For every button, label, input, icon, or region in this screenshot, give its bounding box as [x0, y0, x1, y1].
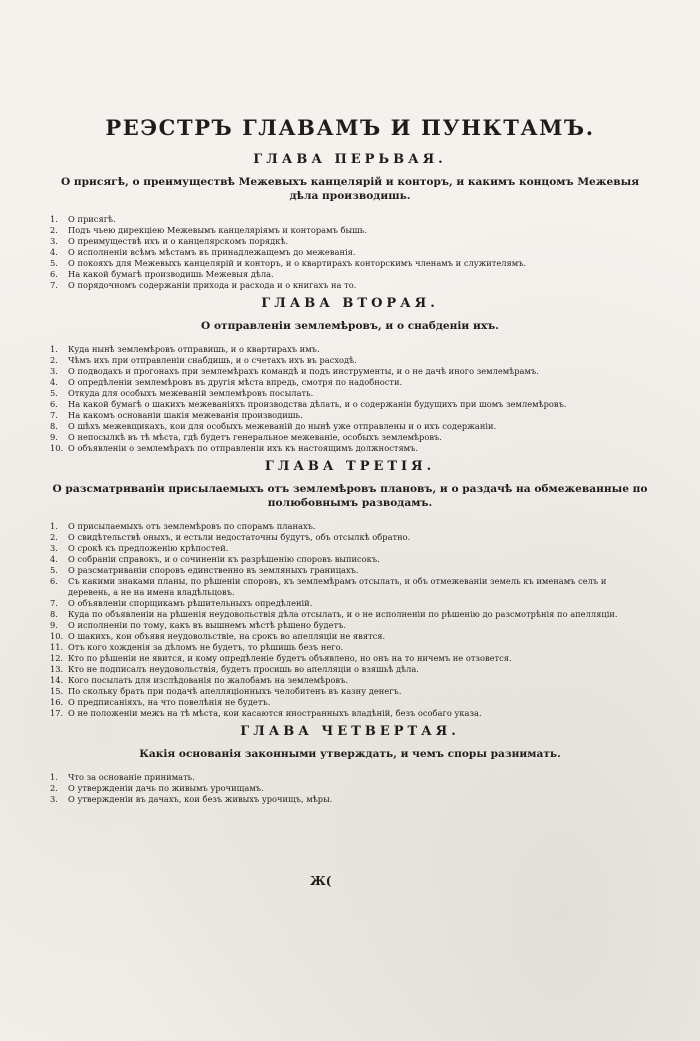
list-item	[50, 794, 650, 805]
item-number: 3.	[50, 366, 58, 376]
item-text: О утвержденiи дачь по живымъ урочищамъ.	[68, 783, 264, 793]
item-number: 2.	[50, 532, 58, 542]
item-number: 14.	[50, 675, 64, 685]
item-number: 3.	[50, 543, 58, 553]
list-item	[50, 642, 650, 653]
item-number: 1.	[50, 214, 58, 224]
item-number: 7.	[50, 410, 58, 420]
list-item	[50, 609, 650, 620]
item-number: 15.	[50, 686, 64, 696]
item-number: 4.	[50, 247, 58, 257]
item-text: Отъ кого хожденiя за дѣломъ не будетъ, то рѣшишь безъ него.	[68, 642, 344, 652]
item-text: О покояхъ для Межевыхъ канцелярiй и конторъ, и о квартирахъ конторскимъ членамъ и служителямъ.	[68, 258, 527, 268]
item-text: О подводахъ и прогонахъ при землемѣрахъ командѣ и подъ инструменты, и о не дачѣ иного землемѣрамъ.	[68, 366, 539, 376]
item-text: О разсматриванiи споровъ единственно въ земляныхъ границахъ.	[68, 565, 359, 575]
item-number: 2.	[50, 225, 58, 235]
list-item	[50, 225, 650, 236]
chapter-section	[50, 295, 650, 454]
item-text: О преимуществѣ ихъ и о канцелярскомъ порядкѣ.	[68, 236, 289, 246]
item-text: О объявленiи о землемѣрахъ по отправленiи ихъ къ настоящимъ должностямъ.	[68, 443, 419, 453]
item-text: По скольку брать при подачѣ апелляцiонныхъ челобитенъ въ казну денегъ.	[68, 686, 402, 696]
item-text: О утвержденiи въ дачахъ, кои безъ живыхъ урочищъ, мѣры.	[68, 794, 333, 804]
chapter-subtitle: О присягѣ, о преимуществѣ Межевыхъ канцелярiй и конторъ, и какимъ концомъ Межевыя дѣла производишь.	[60, 176, 640, 202]
list-item	[50, 697, 650, 708]
item-text: Откуда для особыхъ межеванiй землемѣровъ посылать.	[68, 388, 314, 398]
item-number: 6.	[50, 399, 58, 409]
item-text: Куда по объявленiи на рѣшенiя неудовольствiя дѣла отсылать, и о не исполненiи по рѣшенiю до разсмотрѣнiя по апелляцiи.	[68, 609, 618, 619]
list-item	[50, 214, 650, 225]
item-text: О порядочномъ содержанiи прихода и расхода и о книгахъ на то.	[68, 280, 357, 290]
item-text: Куда нынѣ землемѣровъ отправишь, и о квартирахъ имъ.	[68, 344, 320, 354]
list-item	[50, 432, 650, 443]
chapter-subtitle: О разсматриванiи присылаемыхъ отъ землемѣровъ плановъ, и о раздачѣ на обмежеванные по полюбовнымъ разводамъ.	[52, 483, 648, 509]
register-content	[50, 115, 650, 807]
chapter-section	[50, 723, 650, 805]
list-item	[50, 783, 650, 794]
item-text: О исполненiи по тому, какъ въ вышнемъ мѣстѣ рѣшено будетъ.	[68, 620, 347, 630]
item-number: 1.	[50, 772, 58, 782]
list-item	[50, 410, 650, 421]
list-item	[50, 664, 650, 675]
list-item	[50, 344, 650, 355]
chapter-items-list	[50, 772, 650, 805]
list-item	[50, 620, 650, 631]
list-item	[50, 565, 650, 576]
item-text: Кто по рѣшенiи не явится, и кому опредѣленiе будетъ объявлено, но онъ на то ничемъ не отзовется.	[68, 653, 512, 663]
list-item	[50, 236, 650, 247]
chapter-section	[50, 458, 650, 719]
item-number: 9.	[50, 432, 58, 442]
item-number: 7.	[50, 598, 58, 608]
chapter-title: ГЛАВА ЧЕТВЕРТАЯ.	[240, 724, 460, 739]
list-item	[50, 443, 650, 454]
item-number: 3.	[50, 794, 58, 804]
item-number: 16.	[50, 697, 64, 707]
item-text: Кого посылать для изслѣдованiя по жалобамъ на землемѣровъ.	[68, 675, 348, 685]
list-item	[50, 543, 650, 554]
item-text: О срокѣ къ предложенiю крѣпостей.	[68, 543, 229, 553]
item-text: О непосылкѣ въ тѣ мѣста, гдѣ будетъ генеральное межеванiе, особыхъ землемѣровъ.	[68, 432, 442, 442]
list-item	[50, 708, 650, 719]
item-text: Что за основанiе принимать.	[68, 772, 195, 782]
chapter-subtitle: О отправленiи землемѣровъ, и о снабденiи ихъ.	[201, 320, 499, 332]
list-item	[50, 598, 650, 609]
list-item	[50, 388, 650, 399]
item-text: Съ какими знаками планы, по рѣшенiи споровъ, къ землемѣрамъ отсылать, и объ отмежеванiи земель къ именамъ селъ и деревень, а не на имена владѣльцовъ.	[68, 576, 607, 597]
list-item	[50, 653, 650, 664]
item-text: На какой бумагѣ о шакихъ межеванiяхъ производства дѣлать, и о содержанiи будущихъ при шомъ землемѣровъ.	[68, 399, 567, 409]
chapter-subtitle: Какiя основанiя законными утверждать, и чемъ споры разнимать.	[139, 748, 561, 760]
item-number: 10.	[50, 443, 64, 453]
chapter-items-list	[50, 521, 650, 719]
page-title: РЕЭСТРЪ ГЛАВАМЪ И ПУНКТАМЪ.	[105, 115, 595, 140]
item-number: 6.	[50, 576, 58, 586]
item-number: 3.	[50, 236, 58, 246]
list-item	[50, 280, 650, 291]
item-number: 1.	[50, 344, 58, 354]
chapter-items-list	[50, 214, 650, 291]
chapters-container	[50, 151, 650, 805]
list-item	[50, 576, 650, 598]
item-number: 9.	[50, 620, 58, 630]
item-number: 10.	[50, 631, 64, 641]
item-number: 4.	[50, 554, 58, 564]
item-text: О собранiи справокъ, и о сочиненiи къ разрѣшенiю споровъ выписокъ.	[68, 554, 380, 564]
item-text: О присылаемыхъ отъ землемѣровъ по спорамъ планахъ.	[68, 521, 316, 531]
item-number: 5.	[50, 565, 58, 575]
item-text: О шѣхъ межевщикахъ, кои для особыхъ межеванiй до нынѣ уже отправлены и о ихъ содержанiи.	[68, 421, 497, 431]
list-item	[50, 554, 650, 565]
item-text: На какой бумагѣ производишь Межевыя дѣла.	[68, 269, 274, 279]
list-item	[50, 399, 650, 410]
list-item	[50, 377, 650, 388]
item-number: 7.	[50, 280, 58, 290]
item-text: На какомъ основанiи шакiя межеванiя производишь.	[68, 410, 303, 420]
item-text: О исполненiи всѣмъ мѣстамъ въ принадлежащемъ до межеванiя.	[68, 247, 356, 257]
chapter-items-list	[50, 344, 650, 454]
item-number: 4.	[50, 377, 58, 387]
list-item	[50, 772, 650, 783]
list-item	[50, 675, 650, 686]
item-number: 5.	[50, 388, 58, 398]
item-number: 17.	[50, 708, 64, 718]
item-text: О предписанiяхъ, на что повелѣнiя не будетъ.	[68, 697, 271, 707]
item-text: О шакихъ, кои объявя неудовольствiе, на срокъ во апелляцiи не явятся.	[68, 631, 386, 641]
chapter-section	[50, 151, 650, 291]
item-number: 2.	[50, 355, 58, 365]
chapter-title: ГЛАВА ВТОРАЯ.	[261, 296, 439, 311]
item-text: О объявленiи спорщикамъ рѣшительныхъ опредѣленiй.	[68, 598, 313, 608]
item-number: 13.	[50, 664, 64, 674]
item-text: О свидѣтельствѣ оныхъ, и естьли недостаточны будутъ, объ отсылкѣ обратно.	[68, 532, 411, 542]
chapter-title: ГЛАВА ТРЕТIЯ.	[264, 459, 436, 474]
item-number: 8.	[50, 609, 58, 619]
item-number: 5.	[50, 258, 58, 268]
item-text: Кто не подписалъ неудовольствiя, будетъ просишь во апелляцiи о взяшьѣ дѣла.	[68, 664, 419, 674]
item-number: 8.	[50, 421, 58, 431]
item-text: О не положенiи межъ на тѣ мѣста, кои касаются иностранныхъ владѣнiй, безъ особаго указа.	[68, 708, 482, 718]
list-item	[50, 258, 650, 269]
item-text: Чѣмъ ихъ при отправленiи снабдишь, и о счетахъ ихъ въ расходѣ.	[68, 355, 357, 365]
list-item	[50, 421, 650, 432]
list-item	[50, 521, 650, 532]
list-item	[50, 631, 650, 642]
item-text: О присягѣ.	[68, 214, 116, 224]
item-number: 6.	[50, 269, 58, 279]
item-number: 11.	[50, 642, 64, 652]
list-item	[50, 686, 650, 697]
list-item	[50, 355, 650, 366]
list-item	[50, 269, 650, 280]
list-item	[50, 366, 650, 377]
chapter-title: ГЛАВА ПЕРЬВАЯ.	[253, 152, 447, 167]
item-number: 1.	[50, 521, 58, 531]
page-marker: Ж(	[310, 874, 332, 888]
item-number: 2.	[50, 783, 58, 793]
list-item	[50, 532, 650, 543]
item-number: 12.	[50, 653, 64, 663]
list-item	[50, 247, 650, 258]
item-text: О опредѣленiи землемѣровъ въ другiя мѣста впредь, смотря по надобности.	[68, 377, 403, 387]
item-text: Подъ чьею дирекцiею Межевымъ канцелярiямъ и конторамъ бышь.	[68, 225, 367, 235]
